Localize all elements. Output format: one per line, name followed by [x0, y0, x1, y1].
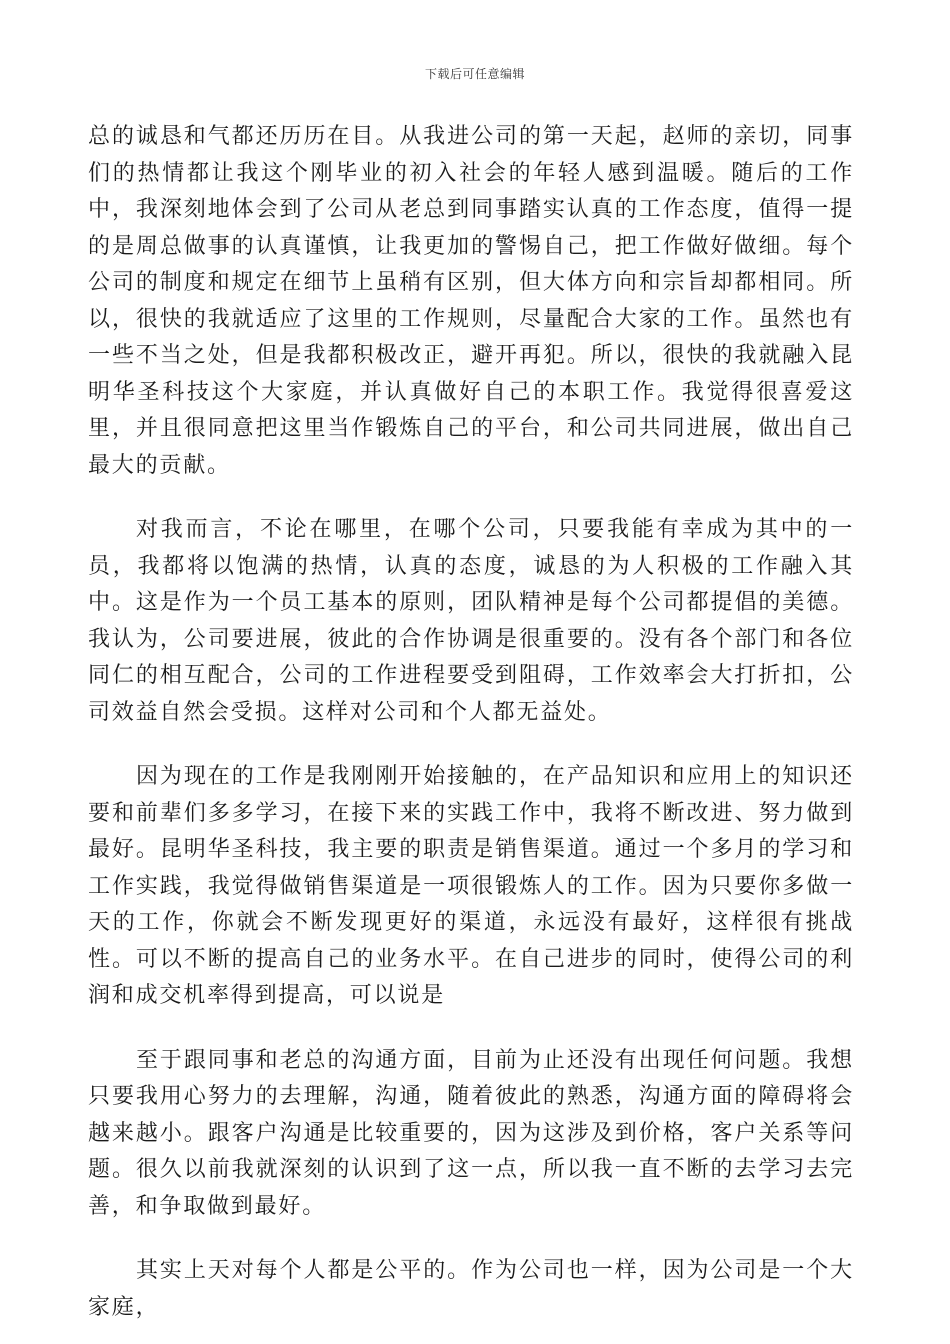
paragraph-1: 总的诚恳和气都还历历在目。从我进公司的第一天起，赵师的亲切，同事们的热情都让我这个刚毕业的初入社会的年轻人感到温暖。随后的工作中，我深刻地体会到了公司从老总到同事踏实认真的工作态度，值得一提的是周总做事的认真谨慎，让我更加的警惕自己，把工作做好做细。每个公司的制度和规定在细节上虽稍有区别，但大体方向和宗旨却都相同。所以，很快的我就适应了这里的工作规则，尽量配合大家的工作。虽然也有一些不当之处，但是我都积极改正，避开再犯。所以，很快的我就融入昆明华圣科技这个大家庭，并认真做好自己的本职工作。我觉得很喜爱这里，并且很同意把这里当作锻炼自己的平台，和公司共同进展，做出自己最大的贡献。 [88, 124, 854, 478]
header-note: 下载后可任意编辑 [424, 67, 525, 81]
paragraph-5: 其实上天对每个人都是公平的。作为公司也一样，因为公司是一个大家庭， [88, 1258, 854, 1320]
paragraph-3: 因为现在的工作是我刚刚开始接触的，在产品知识和应用上的知识还要和前辈们多多学习，在接下来的实践工作中，我将不断改进、努力做到最好。昆明华圣科技，我主要的职责是销售渠道。通过一个多月的学习和工作实践，我觉得做销售渠道是一项很锻炼人的工作。因为只要你多做一天的工作，你就会不断发现更好的渠道，永远没有最好，这样很有挑战性。可以不断的提高自己的业务水平。在自己进步的同时，使得公司的利润和成交机率得到提高，可以说是 [88, 764, 854, 1008]
paragraph-2: 对我而言，不论在哪里，在哪个公司，只要我能有幸成为其中的一员，我都将以饱满的热情，认真的态度，诚恳的为人积极的工作融入其中。这是作为一个员工基本的原则，团队精神是每个公司都提倡的美德。我认为，公司要进展，彼此的合作协调是很重要的。没有各个部门和各位同仁的相互配合，公司的工作进程要受到阻碍，工作效率会大打折扣，公司效益自然会受损。这样对公司和个人都无益处。 [88, 517, 854, 725]
document-body [88, 119, 854, 1326]
paragraph-4: 至于跟同事和老总的沟通方面，目前为止还没有出现任何问题。我想只要我用心努力的去理解，沟通，随着彼此的熟悉，沟通方面的障碍将会越来越小。跟客户沟通是比较重要的，因为这涉及到价格，客户关系等问题。很久以前我就深刻的认识到了这一点，所以我一直不断的去学习去完善，和争取做到最好。 [88, 1047, 854, 1219]
